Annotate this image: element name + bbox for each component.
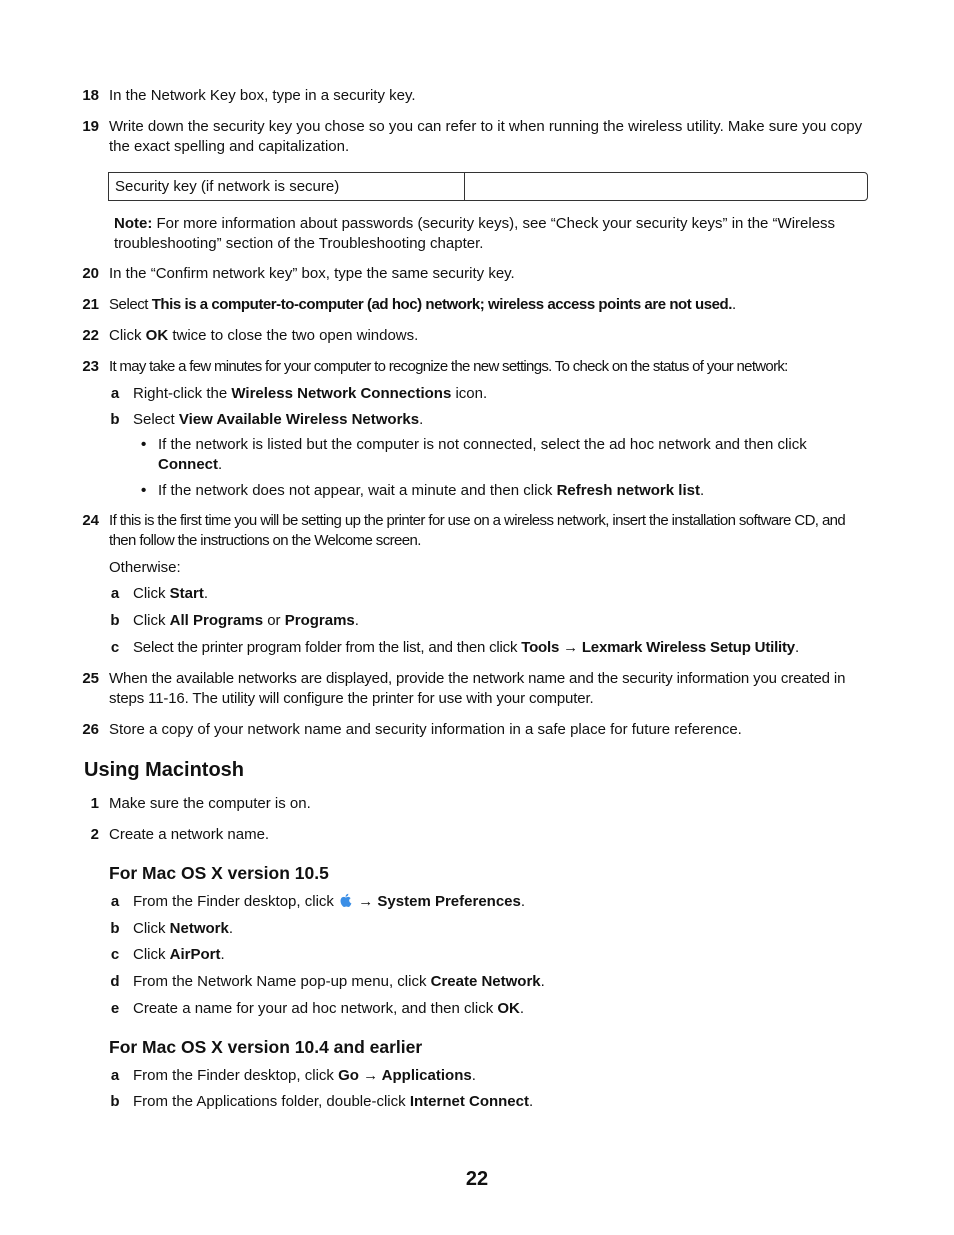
- step-text: In the “Confirm network key” box, type the same security key.: [109, 265, 515, 282]
- step-text: Write down the security key you chose so you can refer to it when running the wireless utility. Make sure you copy the exact spelling and capitalization.: [109, 118, 863, 155]
- ok-label: OK: [145, 327, 169, 344]
- wireless-connections-label: Wireless Network Connections: [231, 385, 452, 402]
- text-run: Click: [109, 327, 146, 344]
- substep-letter: a: [110, 585, 120, 602]
- step-number: 1: [90, 795, 99, 812]
- step-text: [109, 326, 871, 346]
- text-run: From the Finder desktop, click: [133, 893, 339, 910]
- substep-letter: b: [110, 612, 120, 629]
- ok-label: OK: [497, 1000, 520, 1017]
- text-run: Click: [133, 612, 170, 629]
- text-run: .: [699, 482, 705, 499]
- substep-letter: d: [110, 973, 120, 990]
- text-run: .: [519, 1000, 525, 1017]
- text-run: From the Finder desktop, click: [133, 1067, 339, 1084]
- connect-label: Connect: [158, 456, 218, 473]
- text-run: .: [529, 1093, 534, 1110]
- text-run: .: [520, 893, 526, 910]
- substep-letter: a: [110, 1067, 120, 1084]
- step-text: [109, 295, 871, 315]
- substep-letter: a: [110, 893, 120, 910]
- programs-label: Programs: [284, 612, 355, 629]
- text-run: .: [203, 585, 209, 602]
- all-programs-label: All Programs: [169, 612, 264, 629]
- tools-path-label: Tools → Lexmark Wireless Setup Utility: [521, 639, 795, 656]
- text-run: Select the printer program folder from the list, and then click: [133, 639, 522, 656]
- network-label: Network: [169, 920, 229, 937]
- step-number: 26: [82, 721, 99, 738]
- step-text: Store a copy of your network name and security information in a safe place for future reference.: [109, 721, 742, 738]
- otherwise-text: Otherwise:: [109, 559, 181, 576]
- step-number: 22: [82, 327, 99, 344]
- text-run: Click: [133, 585, 170, 602]
- note-label: Note:: [114, 215, 153, 232]
- section-heading-macintosh: Using Macintosh: [84, 759, 245, 781]
- text-run: If the network is listed but the computer is not connected, select the ad hoc network and then click: [158, 436, 807, 453]
- step-number: 19: [82, 118, 99, 135]
- security-key-table: [108, 172, 868, 201]
- refresh-label: Refresh network list: [556, 482, 700, 499]
- text-run: Create a name for your ad hoc network, and then click: [133, 1000, 498, 1017]
- substep-text: [133, 410, 871, 430]
- step-text: In the Network Key box, type in a security key.: [109, 87, 416, 104]
- ad-hoc-option-label: This is a computer-to-computer (ad hoc) network; wireless access points are not used.: [151, 296, 732, 313]
- bullet-icon: •: [141, 482, 147, 499]
- substep-text: [133, 972, 871, 992]
- substep-letter: b: [110, 920, 120, 937]
- bullet-text: [158, 481, 858, 501]
- airport-label: AirPort: [169, 946, 221, 963]
- security-key-label: Security key (if network is secure): [109, 173, 465, 200]
- substep-text: [133, 384, 871, 404]
- text-run: .: [471, 1067, 476, 1084]
- internet-connect-label: Internet Connect: [409, 1093, 529, 1110]
- substep-text: [133, 611, 871, 631]
- substep-text: [133, 945, 871, 965]
- security-key-blank-cell: [465, 173, 867, 200]
- text-run: .: [220, 946, 225, 963]
- text-run: .: [540, 973, 545, 990]
- substep-text: [133, 919, 871, 939]
- step-text: If this is the first time you will be setting up the printer for use on a wireless network, insert the installation software CD, and then follow the instructions on the Welcome screen.: [109, 512, 846, 549]
- text-run: From the Network Name pop-up menu, click: [133, 973, 431, 990]
- step-number: 21: [82, 296, 99, 313]
- step-text: Create a network name.: [109, 826, 270, 843]
- text-run: .: [419, 411, 424, 428]
- text-run: Click: [133, 946, 170, 963]
- system-preferences-label: System Preferences: [377, 893, 521, 910]
- text-run: .: [794, 639, 799, 656]
- step-text: When the available networks are displayed, provide the network name and the security information you created in steps 11-16. The utility will configure the printer for use with your computer.: [109, 670, 846, 707]
- substep-text: [133, 892, 871, 912]
- text-run: icon.: [451, 385, 488, 402]
- substep-text: [133, 999, 871, 1019]
- text-run: .: [218, 456, 223, 473]
- go-applications-label: Go → Applications: [338, 1067, 472, 1084]
- view-networks-label: View Available Wireless Networks: [178, 411, 420, 428]
- text-run: If the network does not appear, wait a minute and then click: [158, 482, 557, 499]
- subheading-mac-10-4: For Mac OS X version 10.4 and earlier: [109, 1037, 423, 1057]
- substep-text: [133, 584, 871, 604]
- text-run: Right-click the: [133, 385, 232, 402]
- note-text: For more information about passwords (security keys), see “Check your security keys” in the “Wireless troubleshooting” section of the Troubleshooting chapter.: [114, 215, 836, 252]
- step-number: 24: [82, 512, 99, 529]
- bullet-text: [158, 435, 858, 475]
- substep-letter: c: [110, 639, 120, 656]
- subheading-mac-10-5: For Mac OS X version 10.5: [109, 863, 329, 883]
- text-run: twice to close the two open windows.: [168, 327, 419, 344]
- page-number: 22: [465, 1168, 489, 1190]
- substep-letter: a: [110, 385, 120, 402]
- text-run: From the Applications folder, double-click: [133, 1093, 410, 1110]
- text-run: .: [228, 920, 234, 937]
- substep-letter: b: [110, 1093, 120, 1110]
- text-run: .: [731, 296, 736, 313]
- start-label: Start: [169, 585, 204, 602]
- substep-letter: c: [110, 946, 120, 963]
- text-run: Click: [133, 920, 170, 937]
- step-number: 23: [82, 358, 99, 375]
- text-run: or: [263, 612, 285, 629]
- step-text: Make sure the computer is on.: [109, 795, 311, 812]
- step-number: 25: [82, 670, 99, 687]
- substep-letter: e: [110, 1000, 120, 1017]
- substep-text: [133, 1066, 871, 1086]
- apple-icon: [338, 892, 354, 908]
- text-run: .: [354, 612, 359, 629]
- note: [114, 214, 864, 254]
- substep-text: [133, 1092, 871, 1112]
- step-number: 2: [90, 826, 99, 843]
- step-number: 20: [82, 265, 99, 282]
- step-number: 18: [82, 87, 99, 104]
- substep-letter: b: [110, 411, 120, 428]
- text-run: Select: [133, 411, 179, 428]
- text-run: Select: [109, 296, 152, 313]
- create-network-label: Create Network: [430, 973, 541, 990]
- arrow-text: →: [354, 893, 378, 910]
- substep-text: [133, 638, 871, 658]
- step-text: It may take a few minutes for your computer to recognize the new settings. To check on the status of your network:: [109, 358, 788, 375]
- bullet-icon: •: [141, 436, 147, 453]
